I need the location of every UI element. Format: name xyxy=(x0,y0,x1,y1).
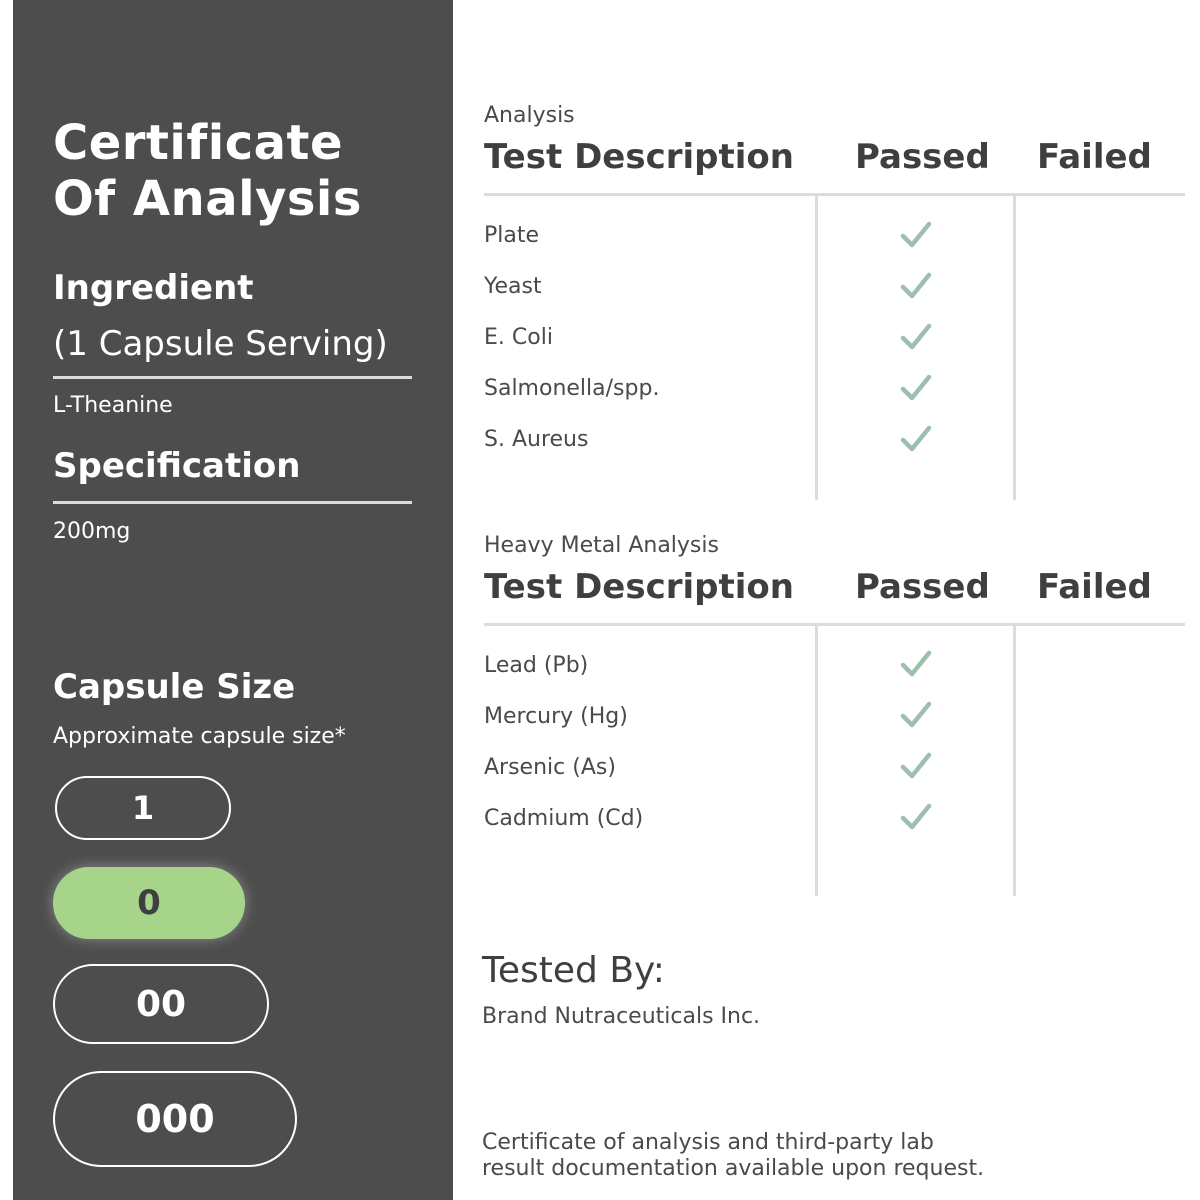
analysis-col-failed: Failed xyxy=(1037,137,1152,177)
footnote xyxy=(482,1130,984,1182)
capsule-size-heading: Capsule Size xyxy=(53,667,296,707)
certificate-title-line2: Of Analysis xyxy=(53,171,362,227)
analysis-section-label: Analysis xyxy=(484,103,575,128)
analysis-column-divider-1 xyxy=(815,196,818,500)
heavy-metal-row-label: Lead (Pb) xyxy=(484,653,589,678)
capsule-size-00-label: 00 xyxy=(135,983,187,1025)
capsule-size-1[interactable] xyxy=(55,776,231,840)
check-icon xyxy=(899,749,933,783)
analysis-col-description: Test Description xyxy=(484,137,794,177)
capsule-size-0[interactable] xyxy=(53,867,245,939)
capsule-size-00[interactable] xyxy=(53,964,269,1044)
heavy-metal-row-label: Cadmium (Cd) xyxy=(484,806,644,831)
check-icon xyxy=(899,320,933,354)
analysis-column-divider-2 xyxy=(1013,196,1016,500)
specification-divider xyxy=(53,501,412,504)
footnote-line1: Certificate of analysis and third-party lab xyxy=(482,1130,934,1155)
analysis-col-passed: Passed xyxy=(855,137,990,177)
ingredient-heading: Ingredient xyxy=(53,268,254,308)
tested-by-heading: Tested By: xyxy=(482,950,665,991)
heavy-metal-row-label: Mercury (Hg) xyxy=(484,704,628,729)
check-icon xyxy=(899,422,933,456)
analysis-header-divider xyxy=(484,193,1185,196)
check-icon xyxy=(899,218,933,252)
footnote-line2: result documentation available upon request. xyxy=(482,1156,985,1181)
heavy-metal-col-failed: Failed xyxy=(1037,567,1152,607)
analysis-row-label: Salmonella/spp. xyxy=(484,376,660,401)
check-icon xyxy=(899,698,933,732)
analysis-row-label: S. Aureus xyxy=(484,427,589,452)
check-icon xyxy=(899,269,933,303)
heavy-metal-column-divider-2 xyxy=(1013,626,1016,896)
serving-label: (1 Capsule Serving) xyxy=(53,324,388,364)
heavy-metal-column-divider-1 xyxy=(815,626,818,896)
capsule-size-000-label: 000 xyxy=(135,1097,215,1141)
heavy-metal-section-label: Heavy Metal Analysis xyxy=(484,533,719,558)
capsule-size-subtitle: Approximate capsule size* xyxy=(53,724,346,749)
capsule-size-0-label: 0 xyxy=(137,883,161,923)
check-icon xyxy=(899,371,933,405)
tested-by-value: Brand Nutraceuticals Inc. xyxy=(482,1004,761,1029)
analysis-row-label: E. Coli xyxy=(484,325,553,350)
certificate-title xyxy=(53,115,362,227)
specification-value: 200mg xyxy=(53,519,131,544)
analysis-row-label: Yeast xyxy=(484,274,542,299)
specification-heading: Specification xyxy=(53,446,301,486)
heavy-metal-row-label: Arsenic (As) xyxy=(484,755,616,780)
analysis-row-label: Plate xyxy=(484,223,540,248)
certificate-title-line1: Certificate xyxy=(53,115,344,171)
heavy-metal-col-description: Test Description xyxy=(484,567,794,607)
ingredient-divider xyxy=(53,376,412,379)
capsule-size-1-label: 1 xyxy=(131,789,155,827)
heavy-metal-col-passed: Passed xyxy=(855,567,990,607)
check-icon xyxy=(899,647,933,681)
heavy-metal-header-divider xyxy=(484,623,1185,626)
capsule-size-000[interactable] xyxy=(53,1071,297,1167)
left-panel xyxy=(13,0,453,1200)
check-icon xyxy=(899,800,933,834)
ingredient-value: L-Theanine xyxy=(53,393,173,418)
